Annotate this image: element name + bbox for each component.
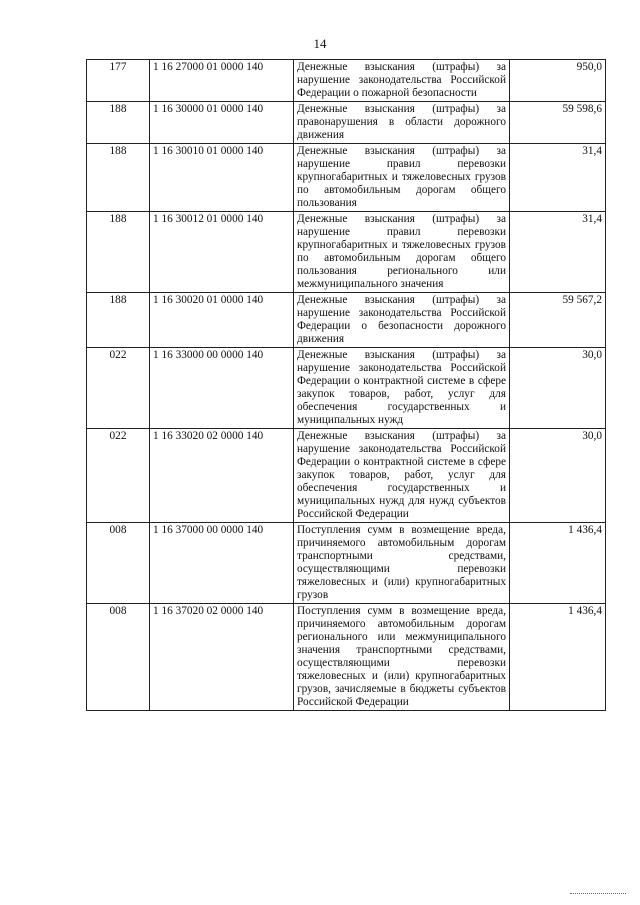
kbk-code-cell: 1 16 30010 01 0000 140 [150, 144, 294, 212]
revenue-name-cell: Поступления сумм в возмещение вреда, причиняемого автомобильным дорогам регионального или межмуниципального значения транспортными средствами, осуществляющими перевозки тяжеловесных и (или) крупногабаритных грузов, зачисляемые в бюджеты субъектов Российской Федерации [294, 604, 510, 711]
table-row [87, 60, 606, 102]
amount-cell: 59 567,2 [510, 293, 606, 348]
admin-code-cell: 022 [87, 429, 150, 523]
revenue-name-cell: Денежные взыскания (штрафы) за нарушение законодательства Российской Федерации о контрактной системе в сфере закупок товаров, работ, услуг для обеспечения государственных и муниципальных нужд [294, 348, 510, 429]
admin-code-cell: 188 [87, 144, 150, 212]
amount-cell: 31,4 [510, 212, 606, 293]
revenue-name-cell: Денежные взыскания (штрафы) за правонарушения в области дорожного движения [294, 102, 510, 144]
revenue-name-cell: Денежные взыскания (штрафы) за нарушение правил перевозки крупногабаритных и тяжеловесных грузов по автомобильным дорогам общего пользования [294, 144, 510, 212]
table-row [87, 293, 606, 348]
table-row [87, 144, 606, 212]
amount-cell: 1 436,4 [510, 523, 606, 604]
revenue-name-cell: Денежные взыскания (штрафы) за нарушение законодательства Российской Федерации о безопасности дорожного движения [294, 293, 510, 348]
budget-revenue-table [86, 59, 606, 711]
table-row [87, 212, 606, 293]
table-row [87, 102, 606, 144]
table-row [87, 604, 606, 711]
kbk-code-cell: 1 16 37020 02 0000 140 [150, 604, 294, 711]
admin-code-cell: 188 [87, 212, 150, 293]
amount-cell: 30,0 [510, 348, 606, 429]
amount-cell: 950,0 [510, 60, 606, 102]
kbk-code-cell: 1 16 33020 02 0000 140 [150, 429, 294, 523]
amount-cell: 1 436,4 [510, 604, 606, 711]
admin-code-cell: 188 [87, 293, 150, 348]
revenue-name-cell: Денежные взыскания (штрафы) за нарушение правил перевозки крупногабаритных и тяжеловесных грузов по автомобильным дорогам общего пользования регионального или межмуниципального значения [294, 212, 510, 293]
kbk-code-cell: 1 16 30020 01 0000 140 [150, 293, 294, 348]
kbk-code-cell: 1 16 33000 00 0000 140 [150, 348, 294, 429]
table-row [87, 523, 606, 604]
table-row [87, 429, 606, 523]
admin-code-cell: 022 [87, 348, 150, 429]
kbk-code-cell: 1 16 30012 01 0000 140 [150, 212, 294, 293]
admin-code-cell: 008 [87, 604, 150, 711]
admin-code-cell: 177 [87, 60, 150, 102]
admin-code-cell: 008 [87, 523, 150, 604]
scan-artifact-mark [570, 893, 626, 896]
revenue-name-cell: Поступления сумм в возмещение вреда, причиняемого автомобильным дорогам транспортными средствами, осуществляющими перевозки тяжеловесных и (или) крупногабаритных грузов [294, 523, 510, 604]
amount-cell: 30,0 [510, 429, 606, 523]
admin-code-cell: 188 [87, 102, 150, 144]
table-row [87, 348, 606, 429]
amount-cell: 31,4 [510, 144, 606, 212]
revenue-name-cell: Денежные взыскания (штрафы) за нарушение законодательства Российской Федерации о контрактной системе в сфере закупок товаров, работ, услуг для обеспечения государственных и муниципальных нужд для нужд субъектов Российской Федерации [294, 429, 510, 523]
kbk-code-cell: 1 16 37000 00 0000 140 [150, 523, 294, 604]
kbk-code-cell: 1 16 30000 01 0000 140 [150, 102, 294, 144]
kbk-code-cell: 1 16 27000 01 0000 140 [150, 60, 294, 102]
amount-cell: 59 598,6 [510, 102, 606, 144]
page-number: 14 [313, 36, 327, 51]
revenue-name-cell: Денежные взыскания (штрафы) за нарушение законодательства Российской Федерации о пожарной безопасности [294, 60, 510, 102]
